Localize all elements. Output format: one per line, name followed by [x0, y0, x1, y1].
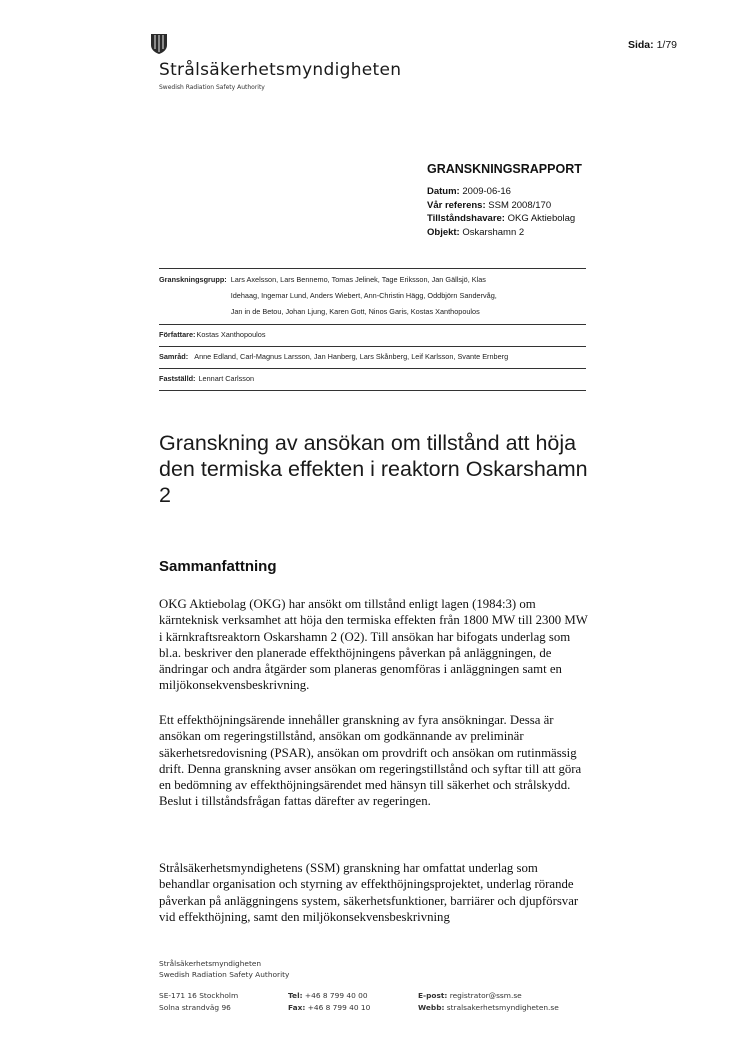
ssm-shield-logo-icon — [151, 34, 167, 54]
team-value: Lennart Carlsson — [198, 374, 255, 383]
review-team-table — [159, 268, 586, 391]
footer-phone — [288, 990, 370, 1013]
meta-label: Objekt: — [427, 226, 460, 238]
tel-label: Tel: — [288, 991, 303, 1000]
fax-value: +46 8 799 40 10 — [307, 1002, 371, 1012]
meta-reference — [427, 199, 627, 213]
report-meta-block — [427, 162, 627, 239]
org-logo-name: Strålsäkerhetsmyndigheten — [159, 60, 402, 80]
team-row-granskningsgrupp — [159, 268, 586, 324]
meta-value: OKG Aktiebolag — [507, 213, 576, 224]
org-logo-subtitle: Swedish Radiation Safety Authority — [159, 84, 265, 91]
team-line: Lars Axelsson, Lars Bennemo, Tomas Jelinek, Tage Eriksson, Jan Gällsjö, Klas — [230, 275, 486, 284]
footer-org-name: Strålsäkerhetsmyndigheten — [159, 959, 262, 968]
page-footer — [159, 958, 559, 1012]
team-value: Anne Edland, Carl-Magnus Larsson, Jan Hanberg, Lars Skånberg, Leif Karlsson, Svante Ernberg — [194, 352, 509, 361]
team-label: Fastställd: — [159, 374, 196, 383]
email-label: E-post: — [418, 991, 448, 1000]
team-row-samrad — [159, 346, 586, 368]
team-label: Granskningsgrupp: — [159, 275, 227, 284]
team-line: Idehaag, Ingemar Lund, Anders Wiebert, Ann-Christin Hägg, Oddbjörn Sandervåg, — [230, 291, 497, 300]
body-paragraph: OKG Aktiebolag (OKG) har ansökt om tillstånd enligt lagen (1984:3) om kärnteknisk verksamhet att höja den termiska effekten från 1800 MW till 2300 MW i kärnkraftsreaktorn Oskarshamn 2 (O2). Till ansökan har bifogats underlag som bl.a. beskriver den planerade effekthöjningens påverkan på anläggningen, de ändringar och andra åtgärder som planeras genomföras i anläggningen samt en miljökonsekvensbeskrivning. — [159, 597, 588, 693]
meta-label: Vår referens: — [427, 199, 486, 211]
team-label: Samråd: — [159, 352, 189, 361]
meta-label: Datum: — [427, 186, 460, 197]
meta-licensee — [427, 212, 627, 226]
meta-object — [427, 226, 627, 240]
meta-date — [427, 185, 627, 199]
meta-value: 2009-06-16 — [462, 186, 511, 197]
footer-address — [159, 990, 238, 1013]
team-row-forfattare — [159, 324, 586, 346]
fax-label: Fax: — [288, 1002, 306, 1012]
footer-web — [418, 990, 559, 1013]
meta-label: Tillståndshavare: — [427, 213, 505, 224]
address-line: SE-171 16 Stockholm — [159, 991, 239, 1000]
body-paragraph: Strålsäkerhetsmyndighetens (SSM) granskning har omfattat underlag som behandlar organisation och styrning av effekthöjningsprojektet, underlag rörande påverkan på anläggningens system, säkerhetsfunktioner, barriärer och djupförsvar vid effekthöjning, samt den miljökonsekvensbeskrivning — [159, 861, 579, 924]
document-title: Granskning av ansökan om tillstånd att höja den termiska effekten i reaktorn Oskarshamn 2 — [159, 431, 588, 507]
team-line: Jan in de Betou, Johan Ljung, Karen Gott, Ninos Garis, Kostas Xanthopoulos — [230, 307, 480, 316]
team-row-faststalld — [159, 368, 586, 391]
tel-value: +46 8 799 40 00 — [304, 991, 368, 1000]
meta-value: Oskarshamn 2 — [462, 226, 525, 238]
report-type-title: GRANSKNINGSRAPPORT — [427, 162, 582, 176]
page-value: 1/79 — [656, 39, 677, 51]
meta-value: SSM 2008/170 — [488, 199, 552, 211]
email-link[interactable]: registrator@ssm.se — [449, 991, 522, 1000]
summary-heading: Sammanfattning — [159, 558, 277, 575]
page-label: Sida: — [627, 39, 654, 51]
web-label: Webb: — [418, 1002, 445, 1012]
team-label: Författare: — [159, 330, 196, 339]
team-value: Kostas Xanthopoulos — [196, 330, 266, 339]
address-line: Solna strandväg 96 — [159, 1002, 231, 1012]
team-value — [231, 272, 497, 320]
body-paragraph: Ett effekthöjningsärende innehåller granskning av fyra ansökningar. Dessa är ansökan om regeringstillstånd, ansökan om godkännande av preliminär säkerhetsredovisning (PSAR), ansökan om provdrift och ansökan om rutinmässig drift. Denna granskning avser ansökan om regeringstillstånd och syftar till att göra en bedömning av effekthöjningsärendet med hänsyn till säkerhet och strålskydd. Beslut i tillståndsfrågan fattas därefter av regeringen. — [159, 713, 582, 809]
web-link[interactable]: stralsakerhetsmyndigheten.se — [446, 1002, 559, 1012]
page-number — [628, 39, 677, 51]
footer-org-subtitle: Swedish Radiation Safety Authority — [159, 970, 290, 979]
